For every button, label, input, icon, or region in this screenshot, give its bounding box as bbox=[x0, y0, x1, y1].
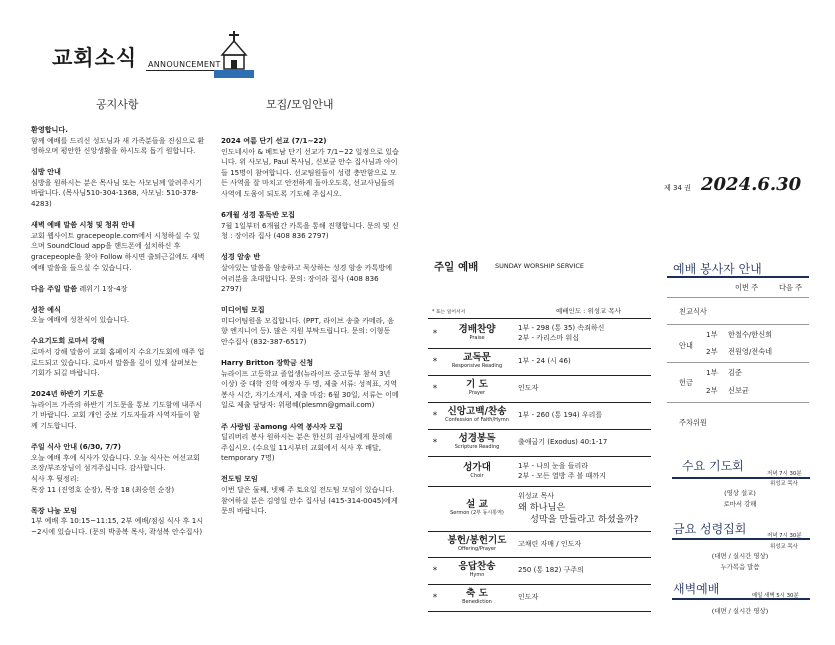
worship-title: 주일 예배 bbox=[434, 261, 479, 273]
meetings-heading: 모집/모임안내 bbox=[266, 98, 334, 111]
servers-part: 2부 bbox=[706, 386, 718, 395]
wednesday-title: 수요 기도회 bbox=[682, 459, 744, 473]
notice-item bbox=[31, 336, 206, 378]
stand-mark bbox=[428, 532, 442, 558]
meeting-body: 이번 달은 둘째, 넷째 주 토요일 전도팀 모임이 있습니다. 참여하실 분은 김영일 안수 집사님 (415-314-0045)에게 문의 바랍니다. bbox=[221, 485, 398, 516]
content-line: 1부 - 260 (통 194) 우리를 bbox=[518, 411, 603, 420]
worship-item-name bbox=[442, 532, 512, 558]
item-en: Praise bbox=[469, 334, 485, 341]
item-en: Responsive Reading bbox=[451, 363, 503, 369]
item-ko: 축 도 bbox=[466, 588, 488, 599]
servers-part: 2부 bbox=[706, 347, 718, 356]
dawn-time: 매일 새벽 5시 30분 bbox=[752, 593, 799, 599]
worship-item-name bbox=[442, 376, 512, 403]
worship-item-name bbox=[442, 487, 512, 532]
meeting-body: 7월 1일부터 6개월간 카톡을 통해 진행합니다. 문의 및 신청 : 장이라 집사 (408 836 2797) bbox=[221, 220, 399, 241]
bulletin-date: 2024.6.30 bbox=[701, 174, 802, 195]
notice-body: 교회 웹사이트 gracepeople.com에서 시청하실 수 있으며 SoundCloud app을 핸드폰에 설치하신 후 gracepeople을 찾아 Follow 하시면 출퇴근길에도 새벽예배 말씀을 들으실 수 있습니다. bbox=[31, 230, 205, 272]
meeting-title: Harry Britton 장학금 신청 bbox=[221, 358, 314, 368]
item-ko: 기 도 bbox=[466, 379, 488, 390]
worship-item-name bbox=[442, 585, 512, 612]
worship-row bbox=[428, 487, 651, 532]
stand-mark: * bbox=[428, 349, 442, 376]
church-icon bbox=[214, 29, 254, 79]
worship-item-content bbox=[512, 487, 651, 532]
item-ko: 설 교 bbox=[466, 499, 488, 510]
servers-rule bbox=[667, 324, 809, 325]
notice-item bbox=[31, 506, 206, 538]
item-ko: 봉헌/봉헌기도 bbox=[447, 534, 507, 546]
meeting-body: 살아있는 말씀을 암송하고 묵상하는 성경 암송 카톡방에 여러분을 초대합니다. 문의: 장이라 집사 (408 836 2797) bbox=[221, 262, 393, 294]
wednesday-mode: (영상 설교) bbox=[724, 489, 756, 497]
worship-item-name bbox=[442, 349, 512, 376]
servers-names: 전원영/전숙네 bbox=[728, 347, 773, 356]
meeting-item bbox=[221, 422, 399, 464]
stand-mark bbox=[428, 487, 442, 532]
notice-body: 함께 예배를 드리신 성도님과 새 가족분들을 진심으로 환영하오며 평안한 신앙생활을 하시도록 돕기 원합니다. bbox=[31, 135, 205, 156]
worship-item-content bbox=[512, 585, 651, 612]
worship-item-content bbox=[512, 430, 651, 457]
item-ko: 교독문 bbox=[463, 352, 491, 363]
notice-item bbox=[31, 220, 206, 273]
item-en: Benediction bbox=[462, 599, 492, 605]
header-rule bbox=[146, 70, 214, 71]
content-line: 출애굽기 (Exodus) 40:1-17 bbox=[518, 438, 608, 447]
item-en: Confession of Faith/Hymn bbox=[445, 417, 509, 423]
notice-extra: 목장 11 (진영호 순장), 목장 18 (최승헌 순장) bbox=[31, 484, 175, 494]
servers-rule bbox=[667, 362, 809, 363]
worship-order-table bbox=[428, 318, 651, 612]
notice-title: 목장 나눔 모임 bbox=[31, 505, 78, 515]
meetings-column bbox=[221, 136, 399, 527]
servers-guide-label: 안내 bbox=[679, 341, 693, 350]
dawn-mode: (대면 / 실시간 영상) bbox=[711, 607, 769, 615]
worship-item-name bbox=[442, 403, 512, 430]
meeting-item bbox=[221, 305, 399, 347]
meeting-title: 성경 암송 반 bbox=[221, 252, 261, 262]
notice-title: 2024년 하반기 기도문 bbox=[31, 389, 104, 399]
notice-title: 성찬 예식 bbox=[31, 304, 61, 314]
item-en: Offering/Prayer bbox=[457, 545, 497, 552]
notice-title: 심방 안내 bbox=[31, 167, 61, 177]
page-title: 교회소식 bbox=[52, 46, 138, 70]
notice-body: 오늘 예배 후에 식사가 있습니다. 오늘 식사는 여선교회 조장/부조장님이 섬겨주십니다. 감사합니다. bbox=[31, 452, 200, 473]
content-line: 1부 - 298 (통 35) 속죄하신 bbox=[518, 324, 605, 332]
worship-note: * 표는 일어서서 bbox=[432, 310, 466, 315]
notice-body: 로마서 강해 말씀이 교회 홈페이지 수요기도회에 매주 업로드되고 있습니다. 로마서 말씀을 깊이 있게 살펴보는 기회가 되길 바랍니다. bbox=[31, 347, 205, 378]
notice-body: 레위기 1장-4장 bbox=[79, 283, 128, 293]
content-line: 1부 - 나의 눈을 들리라 bbox=[518, 462, 588, 470]
servers-part: 1부 bbox=[706, 368, 718, 377]
worship-item-content bbox=[512, 558, 651, 585]
item-en: Hymn bbox=[469, 572, 485, 578]
servers-names: 한철수/한신희 bbox=[728, 330, 773, 339]
meeting-title: 6개월 성경 통독반 모집 bbox=[221, 210, 296, 220]
notice-title: 다음 주일 말씀 bbox=[31, 283, 78, 293]
servers-rule bbox=[667, 297, 809, 298]
meeting-item bbox=[221, 474, 399, 516]
meeting-item bbox=[221, 252, 399, 294]
wednesday-text: 로마서 강해 bbox=[723, 500, 757, 508]
worship-item-content bbox=[512, 403, 651, 430]
servers-col-next: 다음 주 bbox=[779, 283, 803, 292]
worship-item-name bbox=[442, 457, 512, 487]
notice-title: 새벽 예배 말씀 시청 및 청취 안내 bbox=[31, 220, 135, 230]
notice-item bbox=[31, 389, 206, 431]
servers-fellowship: 친교식사 bbox=[679, 307, 707, 316]
content-line: 2부 - 카리스마 워십 bbox=[518, 333, 579, 342]
notice-title: 수요기도회 로마서 강해 bbox=[31, 336, 105, 346]
content-line: 위성교 목사 bbox=[518, 492, 555, 501]
worship-row bbox=[428, 403, 651, 430]
meeting-body: 미디어팀원을 모집합니다. (PPT, 라이브 송출 카메라, 음향 엔지니어 등). 많은 지원 부탁드립니다. 문의: 이형동 안수집사 (832-387-6517) bbox=[221, 315, 394, 346]
worship-item-name bbox=[442, 319, 512, 349]
servers-rule bbox=[667, 402, 809, 403]
content-line: 인도자 bbox=[518, 593, 539, 602]
content-line: 250 (통 182) 구주의 bbox=[518, 566, 584, 575]
notices-heading: 공지사항 bbox=[96, 98, 139, 111]
meeting-body: 뉴라이프 고등학교 졸업생(뉴라이프 중고등부 참석 3년 이상) 중 대학 진학 예정자 두 명, 제출 서류: 성적표, 지역 봉사 시간, 자기소개서, 제출 마감: 6월 30일, 서류는 이메일로 제출 담당자: 위평혜(plesmn@gmail.com) bbox=[221, 368, 399, 410]
worship-row bbox=[428, 457, 651, 487]
notice-item bbox=[31, 305, 206, 326]
notice-body: 심방을 원하시는 분은 목사님 또는 사모님께 알려주시기 바랍니다. (목사님510-304-1368, 사모님: 510-378-4283) bbox=[31, 177, 203, 209]
wednesday-leader: 위성교 목사 bbox=[770, 481, 798, 487]
servers-names: 신보균 bbox=[728, 386, 749, 395]
notice-body: 오늘 예배에 성찬식이 있습니다. bbox=[31, 315, 130, 325]
friday-title: 금요 성령집회 bbox=[673, 522, 747, 536]
item-en: Choir bbox=[470, 472, 484, 479]
meeting-title: 전도팀 모임 bbox=[221, 474, 258, 484]
sermon-title: 성막을 만들라고 하셨을까? bbox=[530, 513, 639, 525]
friday-text: 누가복음 말씀 bbox=[720, 563, 760, 571]
worship-item-content bbox=[512, 457, 651, 487]
servers-col-this: 이번 주 bbox=[735, 283, 759, 292]
meeting-item bbox=[221, 136, 399, 200]
stand-mark: * bbox=[428, 319, 442, 349]
sermon-title: 왜 하나님은 bbox=[518, 501, 566, 513]
worship-row bbox=[428, 585, 651, 612]
notice-item bbox=[31, 442, 206, 495]
meeting-body: 딜리버리 봉사 원하시는 분은 한신희 권사님에게 문의해 주십시오. (수요일 11시부터 교회에서 식사 후 배달, temporary 7명) bbox=[221, 432, 393, 463]
item-en: Scripture Reading bbox=[454, 444, 500, 450]
worship-item-content bbox=[512, 349, 651, 376]
notice-body: 1부 예배 후 10:15~11:15, 2부 예배/점심 식사 후 1시~2시에 있습니다. (문의 박종복 목사, 곽성복 안수집사) bbox=[31, 516, 204, 536]
meeting-body: 인도네시아 & 베트남 단기 선교가 7/1~22 일정으로 있습니다. 위 사모님, Paul 목사님, 신보균 안수 집사님과 아이들 15명이 참여합니다. 선교팀원들이 성령 충만함으로 모든 사역을 잘 마치고 안전하게 돌아오도록, 선교사님들의 사역에 도움이 되도록 기도해 주십시오. bbox=[221, 146, 399, 198]
worship-item-content bbox=[512, 532, 651, 558]
content-line: 1부 - 24 (시 46) bbox=[518, 357, 571, 366]
friday-time: 저녁 7시 30분 bbox=[767, 533, 802, 539]
servers-part: 1부 bbox=[706, 330, 718, 339]
servers-names: 김준 bbox=[728, 368, 742, 377]
notice-item bbox=[31, 167, 206, 209]
stand-mark bbox=[428, 457, 442, 487]
worship-leader: 예배인도 : 위성교 목사 bbox=[556, 307, 621, 315]
item-ko: 성가대 bbox=[463, 461, 491, 473]
servers-usher: 주차위원 bbox=[679, 418, 707, 427]
content-line: 2부 - 모든 열방 주 볼 때까지 bbox=[518, 471, 606, 480]
stand-mark: * bbox=[428, 376, 442, 403]
item-ko: 응답찬송 bbox=[458, 561, 496, 572]
page-subtitle: ANNOUNCEMENT bbox=[148, 60, 221, 69]
friday-leader: 위성교 목사 bbox=[770, 544, 798, 550]
notice-item bbox=[31, 125, 206, 157]
meeting-item bbox=[221, 358, 399, 411]
worship-item-content bbox=[512, 376, 651, 403]
item-en: Sermon (2부 동시통역) bbox=[450, 510, 504, 516]
worship-item-name bbox=[442, 430, 512, 457]
content-line: 인도자 bbox=[518, 384, 539, 393]
worship-row bbox=[428, 430, 651, 457]
notice-extra: 식사 후 뒷정리: bbox=[31, 473, 80, 483]
servers-title: 예배 봉사자 안내 bbox=[673, 262, 762, 276]
worship-row bbox=[428, 349, 651, 376]
meeting-title: 미디어팀 모집 bbox=[221, 305, 265, 315]
worship-row bbox=[428, 558, 651, 585]
notices-column bbox=[31, 125, 206, 548]
notice-item bbox=[31, 284, 206, 295]
content-line: 고채린 자매 / 인도자 bbox=[518, 539, 582, 548]
item-ko: 성경봉독 bbox=[458, 433, 496, 444]
dawn-title: 새벽예배 bbox=[673, 582, 720, 596]
stand-mark: * bbox=[428, 558, 442, 585]
worship-item-name bbox=[442, 558, 512, 585]
worship-row bbox=[428, 376, 651, 403]
worship-row bbox=[428, 319, 651, 349]
meeting-title: 주 사랑팀 공among 사역 봉사자 모집 bbox=[221, 421, 343, 431]
item-ko: 신앙고백/찬송 bbox=[447, 406, 507, 417]
worship-row bbox=[428, 532, 651, 558]
stand-mark: * bbox=[428, 403, 442, 430]
worship-item-content bbox=[512, 319, 651, 349]
notice-body: 뉴라이프 가족의 하반기 기도문을 통보 기도함에 내주시기 바랍니다. 교회 개인 중보 기도자들과 사역자들이 함께 기도합니다. bbox=[31, 399, 203, 431]
item-en: Prayer bbox=[468, 390, 486, 396]
servers-offering-label: 헌금 bbox=[679, 378, 693, 387]
wednesday-time: 저녁 7시 30분 bbox=[767, 471, 802, 477]
worship-subtitle: SUNDAY WORSHIP SERVICE bbox=[495, 262, 584, 270]
meeting-item bbox=[221, 210, 399, 242]
issue-number: 제 34 권 bbox=[664, 184, 691, 192]
friday-mode: (대면 / 실시간 영상) bbox=[711, 552, 769, 560]
notice-title: 환영합니다. bbox=[31, 125, 68, 134]
meeting-title: 2024 여름 단기 선교 (7/1~22) bbox=[221, 136, 327, 145]
servers-rule bbox=[667, 276, 809, 278]
stand-mark: * bbox=[428, 585, 442, 612]
notice-title: 주일 식사 안내 (6/30, 7/7) bbox=[31, 442, 122, 452]
stand-mark: * bbox=[428, 430, 442, 457]
item-ko: 경배찬양 bbox=[458, 323, 496, 335]
